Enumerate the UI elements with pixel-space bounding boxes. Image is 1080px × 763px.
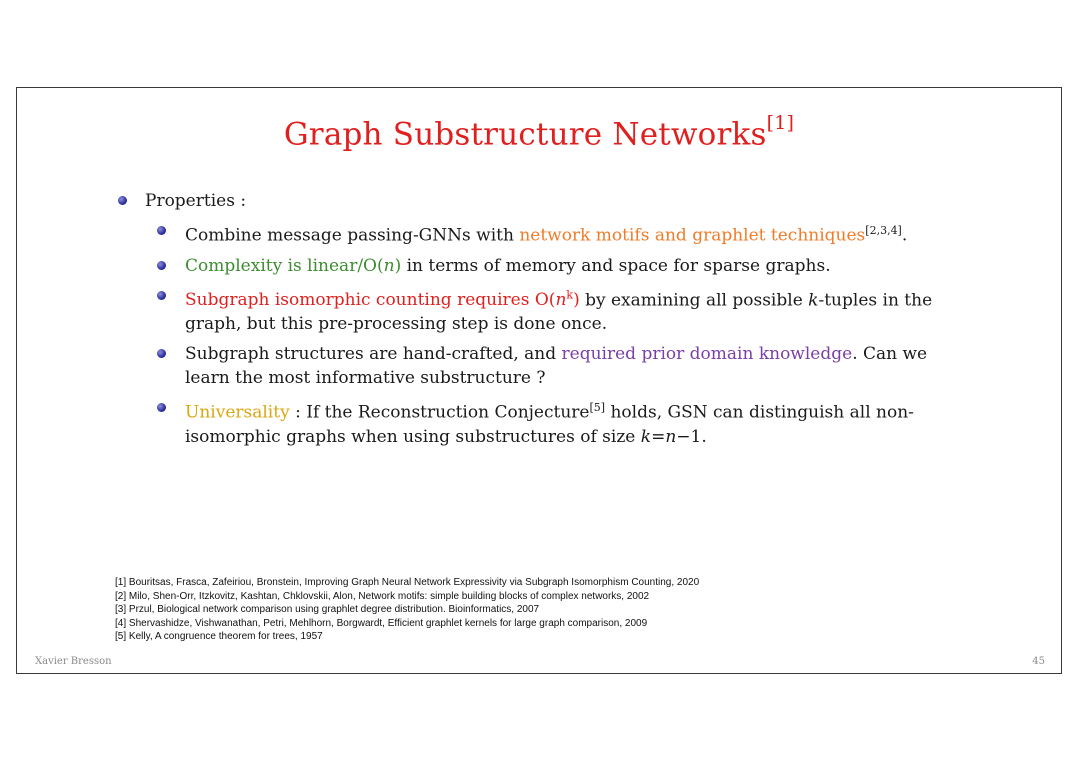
highlight-text: network motifs and graphlet techniques <box>519 225 866 246</box>
list-item: Combine message passing-GNNs with network motifs and graphlet techniques[2,3,4]. <box>185 219 975 248</box>
slide-title-text: Graph Substructure Networks <box>283 116 767 153</box>
page-number: 45 <box>1032 656 1045 667</box>
properties-heading <box>145 191 246 211</box>
list-item: Universality : If the Reconstruction Conjecture[5] holds, GSN can distinguish all non-isomorphic graphs when using substructures of size k=n−1. <box>185 396 975 449</box>
list-item: Subgraph structures are hand-crafted, and required prior domain knowledge. Can we learn the most informative substructure ? <box>185 342 975 390</box>
slide <box>16 87 1062 674</box>
reference-item: [1] Bouritsas, Frasca, Zafeiriou, Bronstein, Improving Graph Neural Network Expressivity via Subgraph Isomorphism Counting, 2020 <box>115 577 700 588</box>
list-item: Complexity is linear/O(n) in terms of memory and space for sparse graphs. <box>185 254 975 278</box>
highlight-text: Subgraph isomorphic counting requires $O(n^k)$ <box>185 288 580 311</box>
reference-item: [4] Shervashidze, Vishwanathan, Petri, Mehlhorn, Borgwardt, Efficient graphlet kernels for large graph comparison, 2009 <box>115 617 648 629</box>
reference-item: [5] Kelly, A congruence theorem for trees, 1957 <box>115 631 323 642</box>
bullet-icon <box>157 226 166 235</box>
reference-item: [2] Milo, Shen-Orr, Itzkovitz, Kashtan, Chklovskii, Alon, Network motifs: simple building blocks of complex networks, 2002 <box>115 590 650 602</box>
highlight-text: Complexity is linear/O(n) <box>185 255 402 276</box>
citation: [5] <box>589 401 606 415</box>
bullet-icon <box>118 196 127 205</box>
reference-item: [3] Przul, Biological network comparison using graphlet degree distribution. Bioinformatics, 2007 <box>115 604 540 615</box>
footer-author: Xavier Bresson <box>35 656 112 667</box>
highlight-text: Universality <box>185 402 290 423</box>
references <box>115 576 699 644</box>
slide-title <box>17 112 1061 153</box>
citation: [2,3,4] <box>865 224 902 237</box>
bullet-icon <box>157 261 166 270</box>
properties-label: Properties : <box>145 191 247 211</box>
list-item: Subgraph isomorphic counting requires $O(n^k)$ by examining all possible k-tuples in the graph, but this pre-processing step is done once. <box>185 284 975 337</box>
highlight-text: required prior domain knowledge <box>561 344 853 365</box>
bullet-icon <box>157 291 166 300</box>
bullet-icon <box>157 349 166 358</box>
bullet-icon <box>157 403 166 412</box>
slide-title-citation: [1] <box>766 112 795 134</box>
properties-list <box>185 219 975 455</box>
